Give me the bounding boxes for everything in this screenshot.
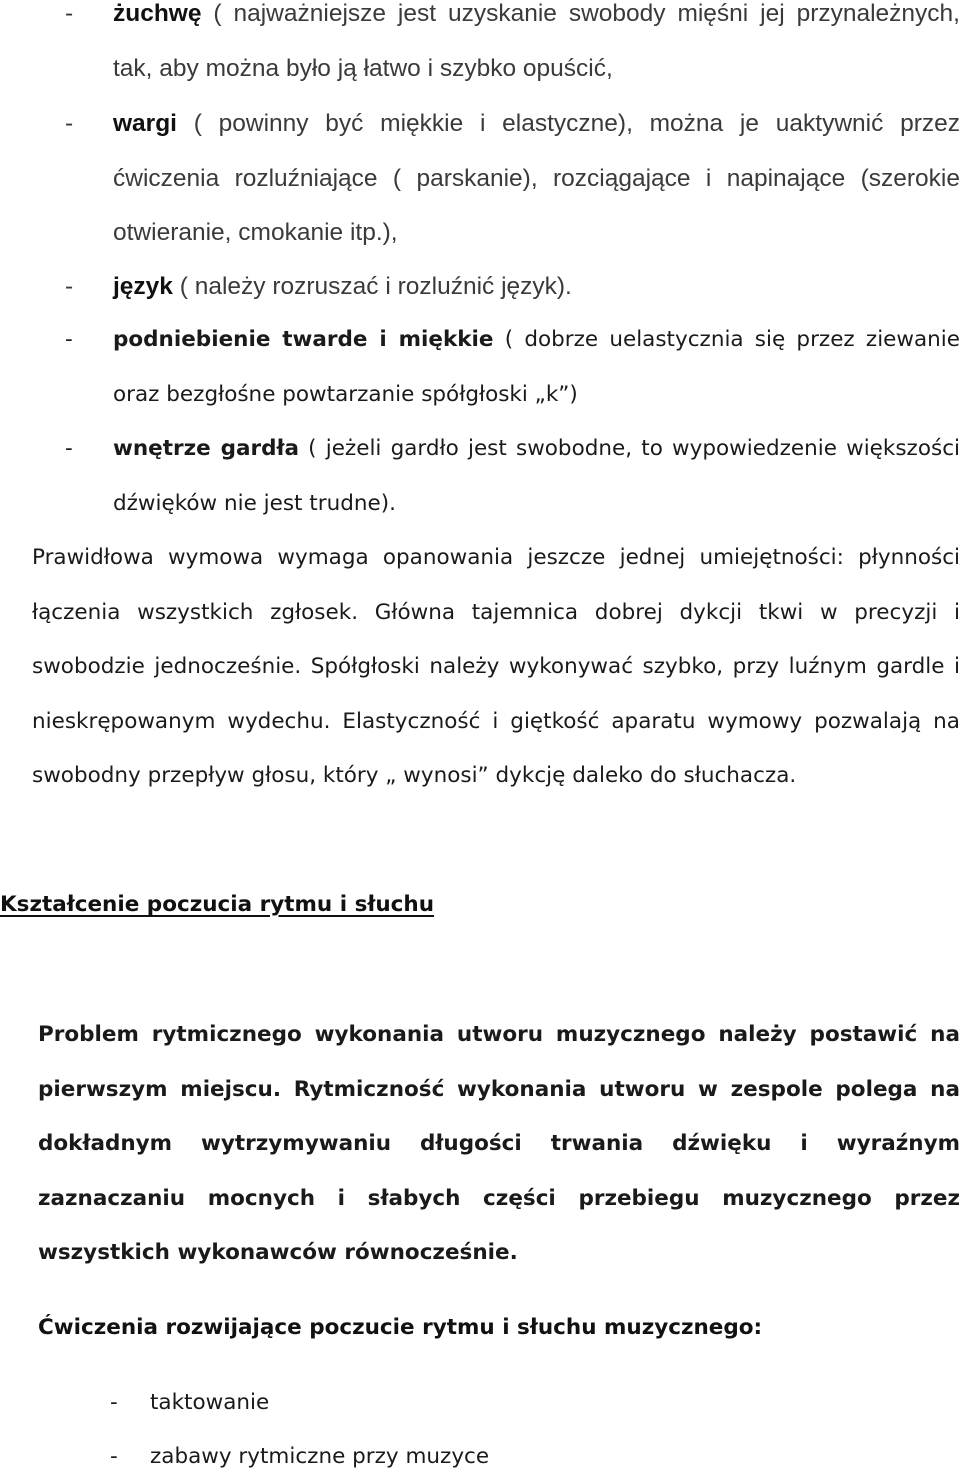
list-dash: - <box>65 436 73 461</box>
list-item-wargi <box>65 97 960 261</box>
list-item-jezyk <box>65 260 960 315</box>
list-item-wnetrze-gardla <box>65 422 960 531</box>
section-heading: Kształcenie poczucia rytmu i słuchu <box>0 892 435 917</box>
list-text: ( najważniejsze jest uzyskanie swobody mięśni jej przynależnych, tak, aby można było ją łatwo i szybko opuścić, <box>113 0 960 82</box>
list-text: ( powinny być miękkie i elastyczne), można je uaktywnić przez ćwiczenia rozluźniające ( parskanie), rozciągające i napinające (szerokie otwieranie, cmokanie itp.), <box>113 110 960 246</box>
bold-paragraph: Problem rytmicznego wykonania utworu muzycznego należy postawić na pierwszym miejscu. Rytmiczność wykonania utworu w zespole polega na dokładnym wytrzymywaniu długości trwania dźwięku i wyraźnym zaznaczaniu mocnych i słabych części przebiegu muzycznego przez wszystkich wykonawców równocześnie. <box>38 1022 960 1265</box>
list-text: ( jeżeli gardło jest swobodne, to wypowiedzenie większości dźwięków nie jest trudne). <box>113 436 960 516</box>
list-term: żuchwę <box>113 0 202 27</box>
list-term: wargi <box>113 110 177 137</box>
exercise-item <box>110 1376 269 1430</box>
list-term: wnętrze gardła <box>113 436 299 461</box>
list-text: ( dobrze uelastycznia się przez ziewanie oraz bezgłośne powtarzanie spółgłoski „k”) <box>113 327 960 407</box>
body-paragraph: Prawidłowa wymowa wymaga opanowania jeszcze jednej umiejętności: płynności łączenia wszystkich zgłosek. Główna tajemnica dobrej dykcji tkwi w precyzji i swobodzie jednocześnie. Spółgłoski należy wykonywać szybko, przy luźnym gardle i nieskrępowanym wydechu. Elastyczność i giętkość aparatu wymowy pozwalają na swobodny przepływ głosu, który „ wynosi” dykcję daleko do słuchacza. <box>32 545 960 788</box>
list-dash: - <box>110 1390 118 1415</box>
list-item-zuchwe <box>65 0 960 96</box>
list-dash: - <box>110 1444 118 1469</box>
list-dash: - <box>65 327 73 352</box>
list-term: język <box>113 273 173 300</box>
list-dash: - <box>65 0 74 27</box>
exercise-label: taktowanie <box>150 1390 270 1415</box>
list-item-podniebienie <box>65 313 960 422</box>
list-text: ( należy rozruszać i rozluźnić język). <box>172 273 572 300</box>
list-term: podniebienie twarde i miękkie <box>113 327 494 352</box>
list-dash: - <box>65 273 74 300</box>
exercise-item <box>110 1430 489 1484</box>
exercises-heading: Ćwiczenia rozwijające poczucie rytmu i słuchu muzycznego: <box>38 1315 763 1340</box>
exercise-label: zabawy rytmiczne przy muzyce <box>150 1444 490 1469</box>
list-dash: - <box>65 110 74 137</box>
